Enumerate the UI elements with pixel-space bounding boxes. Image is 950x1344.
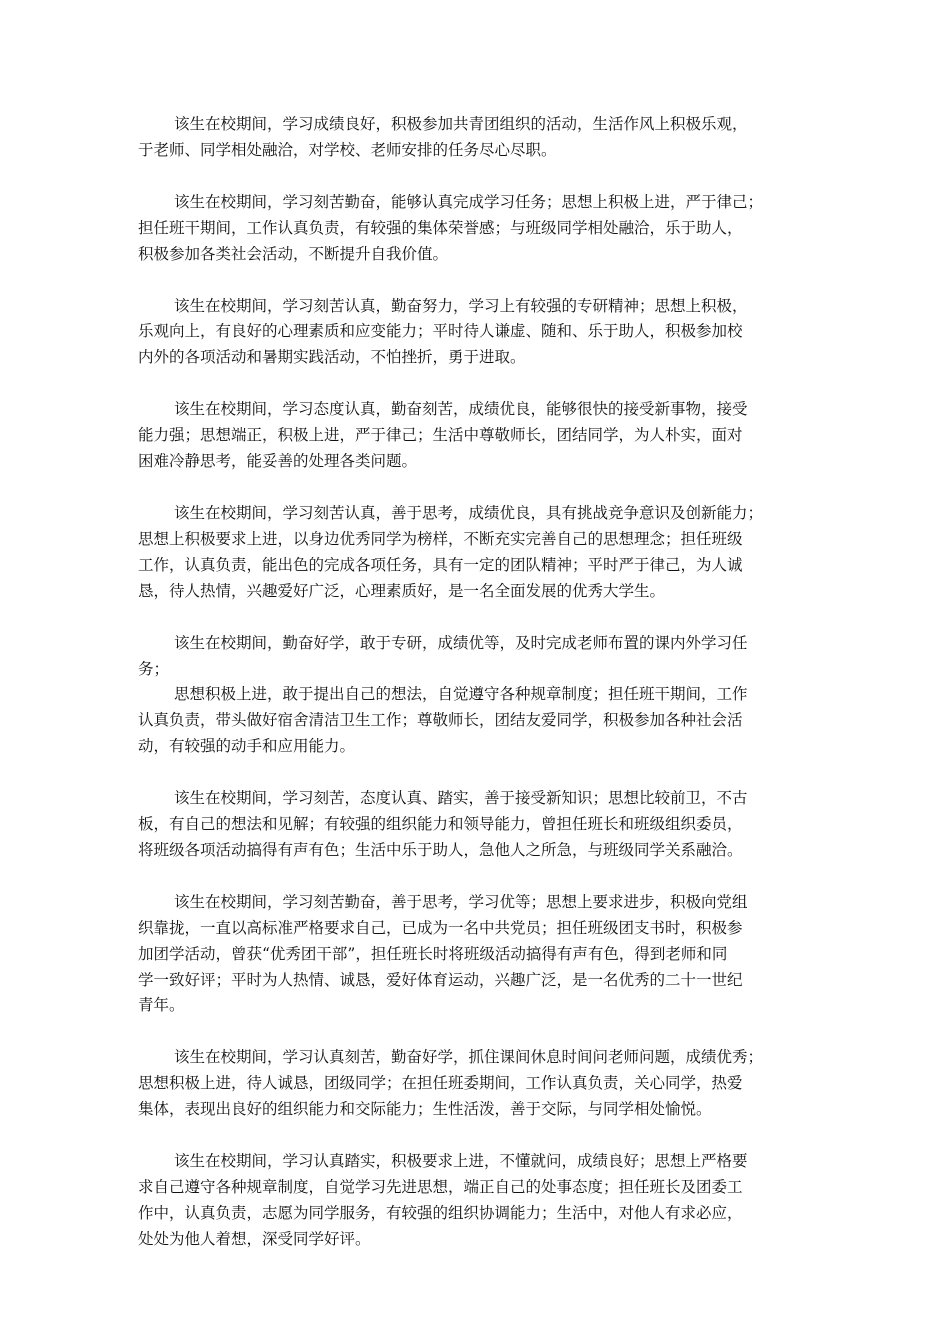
text-line: 能力强；思想端正，积极上进，严于律己；生活中尊敬师长，团结同学，为人朴实，面对 bbox=[138, 426, 743, 445]
text-line: 该生在校期间，学习认真踏实，积极要求上进，不懂就问，成绩良好；思想上严格要 bbox=[174, 1152, 748, 1171]
paragraph bbox=[138, 786, 838, 864]
paragraph bbox=[138, 294, 838, 372]
text-line: 思想上积极要求上进，以身边优秀同学为榜样，不断充实完善自己的思想理念；担任班级 bbox=[138, 529, 743, 548]
text-line: 动，有较强的动手和应用能力。 bbox=[138, 737, 356, 756]
text-line: 学一致好评；平时为人热情、诚恳，爱好体育运动，兴趣广泛，是一名优秀的二十一世纪 bbox=[138, 970, 743, 989]
text-line: 该生在校期间，学习认真刻苦，勤奋好学，抓住课间休息时间问老师问题，成绩优秀； bbox=[174, 1048, 764, 1067]
text-line: 作中，认真负责，志愿为同学服务，有较强的组织协调能力；生活中，对他人有求必应， bbox=[138, 1203, 743, 1222]
text-line: 工作，认真负责，能出色的完成各项任务，具有一定的团队精神；平时严于律己，为人诚 bbox=[138, 555, 743, 574]
text-line: 处处为他人着想，深受同学好评。 bbox=[138, 1229, 371, 1248]
text-line: 于老师、同学相处融洽，对学校、老师安排的任务尽心尽职。 bbox=[138, 140, 557, 159]
paragraph bbox=[138, 890, 838, 1020]
paragraph bbox=[138, 190, 838, 268]
text-line: 板，有自己的想法和见解；有较强的组织能力和领导能力，曾担任班长和班级组织委员， bbox=[138, 815, 743, 834]
text-line: 认真负责，带头做好宿舍清洁卫生工作；尊敬师长，团结友爱同学，积极参加各种社会活 bbox=[138, 711, 743, 730]
text-line: 该生在校期间，学习成绩良好，积极参加共青团组织的活动，生活作风上积极乐观， bbox=[174, 115, 748, 133]
text-line: 恳，待人热情，兴趣爱好广泛，心理素质好，是一名全面发展的优秀大学生。 bbox=[138, 581, 666, 600]
paragraph bbox=[138, 112, 838, 164]
paragraph bbox=[138, 397, 838, 475]
paragraph bbox=[138, 631, 838, 761]
paragraph bbox=[138, 1045, 838, 1123]
text-line: 思想积极上进，敢于提出自己的想法，自觉遵守各种规章制度；担任班干期间，工作 bbox=[174, 685, 748, 704]
text-line: 思想积极上进，待人诚恳，团级同学；在担任班委期间，工作认真负责，关心同学，热爱 bbox=[138, 1074, 743, 1093]
text-line: 将班级各项活动搞得有声有色；生活中乐于助人，急他人之所急，与班级同学关系融洽。 bbox=[138, 840, 743, 859]
document-page bbox=[138, 112, 838, 1279]
text-line: 织靠拢，一直以高标准严格要求自己，已成为一名中共党员；担任班级团支书时，积极参 bbox=[138, 918, 743, 937]
text-line: 积极参加各类社会活动，不断提升自我价值。 bbox=[138, 244, 449, 263]
text-line: 乐观向上，有良好的心理素质和应变能力；平时待人谦虚、随和、乐于助人，积极参加校 bbox=[138, 322, 743, 341]
text-line: 务； bbox=[138, 659, 170, 678]
text-line: 该生在校期间，学习刻苦认真，勤奋努力，学习上有较强的专研精神；思想上积极， bbox=[174, 296, 748, 315]
text-line: 青年。 bbox=[138, 996, 185, 1015]
text-line: 该生在校期间，学习态度认真，勤奋刻苦，成绩优良，能够很快的接受新事物，接受 bbox=[174, 400, 748, 419]
text-line: 该生在校期间，勤奋好学，敢于专研，成绩优等，及时完成老师布置的课内外学习任 bbox=[174, 633, 748, 652]
paragraph bbox=[138, 501, 838, 605]
text-line: 困难冷静思考，能妥善的处理各类问题。 bbox=[138, 452, 418, 471]
text-line: 求自己遵守各种规章制度，自觉学习先进思想，端正自己的处事态度；担任班长及团委工 bbox=[138, 1178, 743, 1196]
text-line: 担任班干期间，工作认真负责，有较强的集体荣誉感；与班级同学相处融洽，乐于助人， bbox=[138, 218, 743, 237]
text-line: 该生在校期间，学习刻苦认真，善于思考，成绩优良，具有挑战竞争意识及创新能力； bbox=[174, 503, 764, 522]
text-line: 该生在校期间，学习刻苦勤奋，善于思考，学习优等；思想上要求进步，积极向党组 bbox=[174, 892, 748, 911]
text-line: 该生在校期间，学习刻苦勤奋，能够认真完成学习任务；思想上积极上进，严于律己； bbox=[174, 192, 764, 211]
text-line: 集体，表现出良好的组织能力和交际能力；生性活泼，善于交际，与同学相处愉悦。 bbox=[138, 1100, 712, 1119]
text-line: 该生在校期间，学习刻苦，态度认真、踏实，善于接受新知识；思想比较前卫，不古 bbox=[174, 789, 748, 808]
text-line: 内外的各项活动和暑期实践活动，不怕挫折，勇于进取。 bbox=[138, 348, 526, 367]
text-line: 加团学活动，曾获“优秀团干部”，担任班长时将班级活动搞得有声有色，得到老师和同 bbox=[138, 944, 728, 963]
paragraph bbox=[138, 1149, 838, 1253]
